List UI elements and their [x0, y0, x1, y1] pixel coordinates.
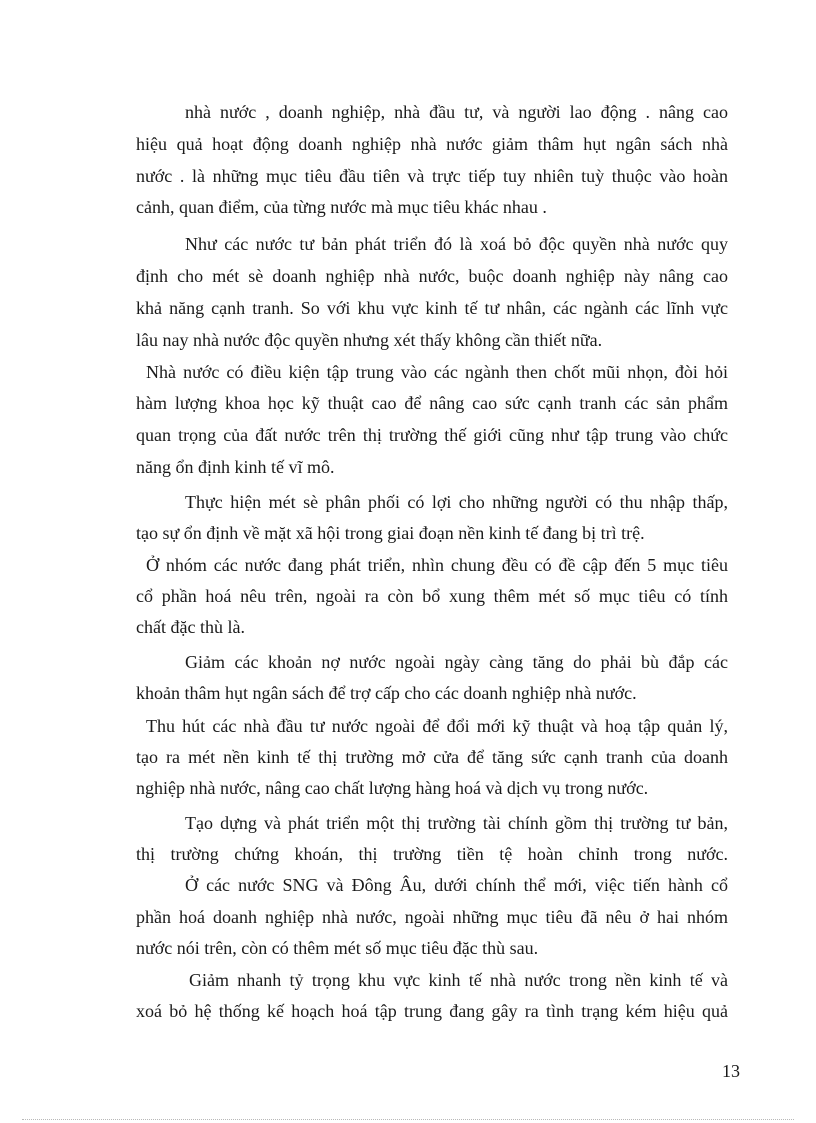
- text-line: chất đặc thù là.: [136, 617, 245, 637]
- text-line: hàm lượng khoa học kỹ thuật cao để nâng cao sức cạnh tranh các sản phẩm: [136, 393, 728, 413]
- text-line: nghiệp nhà nước, nâng cao chất lượng hàng hoá và dịch vụ trong nước.: [136, 778, 649, 798]
- text-line: thị trường chứng khoán, thị trường tiền tệ hoàn chỉnh trong nước.: [136, 844, 728, 864]
- text-line: định cho mét sè doanh nghiệp nhà nước, buộc doanh nghiệp này nâng cao: [136, 266, 728, 286]
- text-line: Giảm các khoản nợ nước ngoài ngày càng tăng do phải bù đắp các: [185, 652, 728, 672]
- text-line: Như các nước tư bản phát triển đó là xoá bỏ độc quyền nhà nước quy: [185, 234, 728, 254]
- text-line: lâu nay nhà nước độc quyền nhưng xét thấy không cần thiết nữa.: [136, 330, 603, 350]
- text-line: Thực hiện mét sè phân phối có lợi cho những người có thu nhập thấp,: [185, 492, 728, 512]
- text-line: Ở các nước SNG và Đông Âu, dưới chính thể mới, việc tiến hành cổ: [185, 875, 728, 895]
- text-line: tạo sự ổn định về mặt xã hội trong giai đoạn nền kinh tế đang bị trì trệ.: [136, 523, 645, 543]
- text-line: quan trọng của đất nước trên thị trường thế giới cũng như tập trung vào chức: [136, 425, 728, 445]
- text-line: cảnh, quan điểm, của từng nước mà mục tiêu khác nhau .: [136, 197, 547, 217]
- text-line: hiệu quả hoạt động doanh nghiệp nhà nước giảm thâm hụt ngân sách nhà: [136, 134, 728, 154]
- text-line: năng ổn định kinh tế vĩ mô.: [136, 457, 335, 477]
- text-line: Nhà nước có điều kiện tập trung vào các ngành then chốt mũi nhọn, đòi hỏi: [146, 362, 728, 382]
- text-line: Tạo dựng và phát triển một thị trường tài chính gồm thị trường tư bản,: [185, 813, 728, 833]
- text-line: nhà nước , doanh nghiệp, nhà đầu tư, và người lao động . nâng cao: [185, 102, 728, 122]
- text-line: khả năng cạnh tranh. So với khu vực kinh tế tư nhân, các ngành các lĩnh vực: [136, 298, 728, 318]
- text-line: nước . là những mục tiêu đầu tiên và trực tiếp tuy nhiên tuỳ thuộc vào hoàn: [136, 166, 728, 186]
- text-line: cổ phần hoá nêu trên, ngoài ra còn bổ xung thêm mét số mục tiêu có tính: [136, 586, 728, 606]
- page-number: 13: [722, 1061, 740, 1081]
- text-line: xoá bỏ hệ thống kế hoạch hoá tập trung đang gây ra tình trạng kém hiệu quả: [136, 1001, 728, 1021]
- text-line: khoản thâm hụt ngân sách để trợ cấp cho các doanh nghiệp nhà nước.: [136, 683, 637, 703]
- text-line: Ở nhóm các nước đang phát triển, nhìn chung đều có đề cập đến 5 mục tiêu: [146, 555, 728, 575]
- text-line: tạo ra mét nền kinh tế thị trường mở cửa để tăng sức cạnh tranh của doanh: [136, 747, 728, 767]
- text-line: phần hoá doanh nghiệp nhà nước, ngoài những mục tiêu đã nêu ở hai nhóm: [136, 907, 728, 927]
- text-line: nước nói trên, còn có thêm mét số mục tiêu đặc thù sau.: [136, 938, 539, 958]
- page-bottom-rule: [22, 1119, 794, 1120]
- text-line: Thu hút các nhà đầu tư nước ngoài để đổi mới kỹ thuật và hoạ tập quản lý,: [146, 716, 728, 736]
- text-line: Giảm nhanh tỷ trọng khu vực kinh tế nhà nước trong nền kinh tế và: [189, 970, 728, 990]
